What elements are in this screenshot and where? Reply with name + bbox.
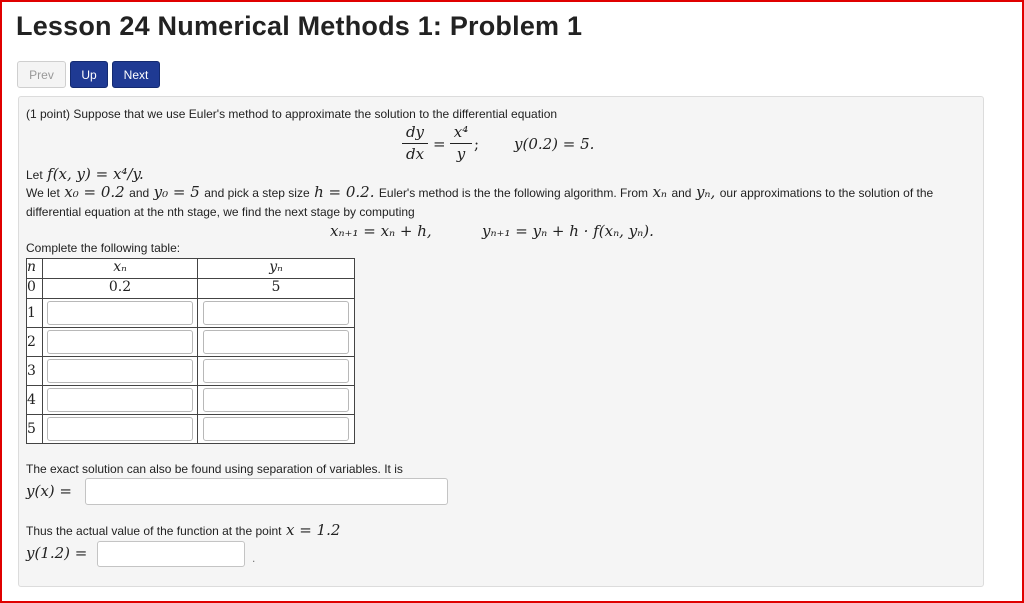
setup-line: [26, 183, 933, 202]
actual-value-label: y(1.2) =: [26, 544, 88, 562]
actual-value-text: Thus the actual value of the function at the point: [26, 524, 282, 538]
y4-input[interactable]: [203, 388, 349, 412]
up-button[interactable]: Up: [70, 61, 108, 88]
yn-symbol: yₙ,: [695, 183, 716, 201]
table-label: Complete the following table:: [26, 241, 181, 255]
exact-solution-input[interactable]: [85, 478, 448, 505]
row-index: 4: [27, 386, 43, 415]
exact-solution-label: y(x) =: [26, 482, 72, 500]
row-index: 3: [27, 357, 43, 386]
y2-input[interactable]: [203, 330, 349, 354]
table-row-0: [27, 279, 355, 299]
formula-x: xₙ₊₁ = xₙ + h,: [330, 222, 432, 240]
setup-text-3: and pick a step size: [204, 186, 310, 200]
setup-text-2: and: [129, 186, 150, 200]
actual-value-input[interactable]: [97, 541, 245, 567]
trailing-period: .: [252, 551, 256, 565]
y3-input[interactable]: [203, 359, 349, 383]
table-row: [27, 328, 355, 357]
step-size: h = 0.2.: [314, 183, 375, 201]
table-row: [27, 415, 355, 444]
x3-input[interactable]: [47, 359, 193, 383]
actual-value-line: [26, 521, 340, 540]
setup-text-6: our approximations to the solution of the: [719, 186, 934, 200]
header-yn: yₙ: [198, 259, 355, 279]
setup-text-4: Euler's method is the the following algorithm. From: [378, 186, 648, 200]
row-index: 5: [27, 415, 43, 444]
table-row: [27, 299, 355, 328]
setup-line-3: differential equation at the nth stage, we find the next stage by computing: [26, 205, 415, 219]
row-index: 0: [27, 279, 43, 299]
exact-solution-text: The exact solution can also be found using separation of variables. It is: [26, 462, 403, 476]
x4-input[interactable]: [47, 388, 193, 412]
row-index: 1: [27, 299, 43, 328]
table-header-row: [27, 259, 355, 279]
xn-symbol: xₙ: [652, 183, 667, 201]
page-title: Lesson 24 Numerical Methods 1: Problem 1: [16, 11, 583, 41]
initial-condition: y(0.2) = 5.: [514, 135, 595, 153]
y0-cell: 5: [198, 279, 355, 299]
prev-button[interactable]: Prev: [17, 61, 66, 88]
header-n: n: [27, 259, 43, 279]
y5-input[interactable]: [203, 417, 349, 441]
let-function: f(x, y) = x⁴/y.: [47, 165, 144, 183]
x2-input[interactable]: [47, 330, 193, 354]
ode-separator: ;: [474, 135, 480, 153]
table-row: [27, 386, 355, 415]
euler-table: [26, 258, 355, 444]
ode-equals: =: [433, 135, 446, 153]
table-row: [27, 357, 355, 386]
x0-cell: 0.2: [43, 279, 198, 299]
header-xn: xₙ: [43, 259, 198, 279]
y0-value: y₀ = 5: [153, 183, 200, 201]
let-line: [26, 165, 144, 184]
y1-input[interactable]: [203, 301, 349, 325]
x0-value: x₀ = 0.2: [64, 183, 125, 201]
ode-rhs: [450, 124, 472, 163]
row-index: 2: [27, 328, 43, 357]
ode-denominator: dx: [405, 145, 425, 163]
x1-input[interactable]: [47, 301, 193, 325]
setup-text-1: We let: [26, 186, 60, 200]
next-button[interactable]: Next: [112, 61, 160, 88]
actual-point: x = 1.2: [285, 521, 341, 539]
ode-numerator: dy: [405, 123, 425, 141]
setup-text-5: and: [671, 186, 692, 200]
formula-y: yₙ₊₁ = yₙ + h · f(xₙ, yₙ).: [482, 222, 654, 240]
ode-derivative: [402, 124, 428, 163]
x5-input[interactable]: [47, 417, 193, 441]
let-prefix: Let: [26, 168, 43, 182]
problem-intro: (1 point) Suppose that we use Euler's method to approximate the solution to the differential equation: [26, 107, 558, 121]
rhs-numerator: x⁴: [453, 123, 469, 141]
rhs-denominator: y: [456, 145, 466, 163]
